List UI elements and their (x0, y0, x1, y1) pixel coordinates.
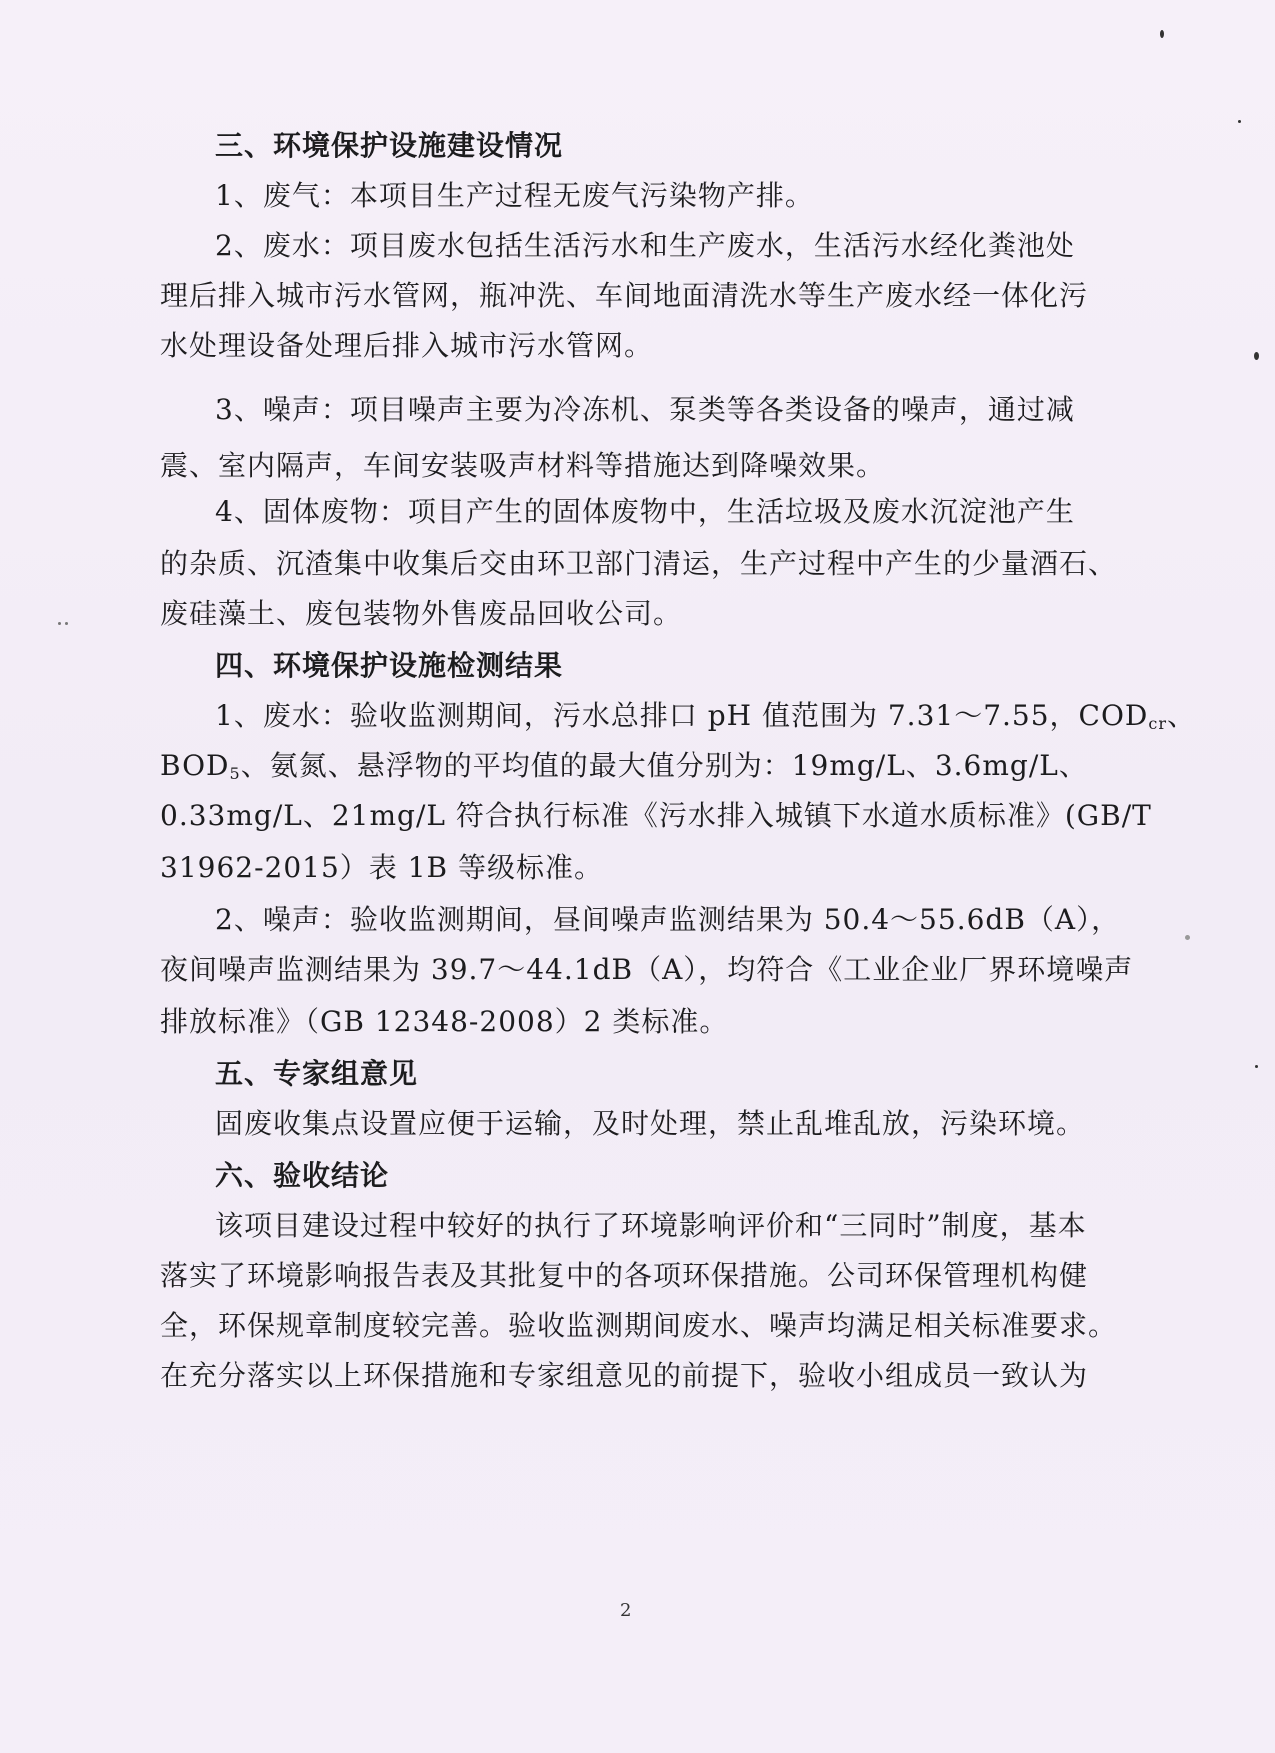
paragraph-line: 31962-2015）表 1B 等级标准。 (160, 851, 603, 884)
subscript: 5 (229, 764, 241, 783)
text-span: 、 (1167, 699, 1197, 732)
paragraph-line: 夜间噪声监测结果为 39.7～44.1dB（A），均符合《工业企业厂界环境噪声 (160, 953, 1134, 986)
paragraph-line: 在充分落实以上环保措施和专家组意见的前提下，验收小组成员一致认为 (160, 1359, 1089, 1392)
paragraph-line: 2、噪声：验收监测期间，昼间噪声监测结果为 50.4～55.6dB（A）， (215, 903, 1121, 936)
text-span: 、氨氮、悬浮物的平均值的最大值分别为：19mg/L、3.6mg/L、 (240, 749, 1088, 782)
section-5-heading: 五、专家组意见 (215, 1057, 419, 1090)
paragraph-line: 水处理设备处理后排入城市污水管网。 (160, 329, 654, 362)
paragraph-line: 震、室内隔声，车间安装吸声材料等措施达到降噪效果。 (160, 449, 886, 482)
scan-speck (1185, 935, 1190, 940)
paragraph-line (215, 696, 1196, 744)
paragraph-line: 落实了环境影响报告表及其批复中的各项环保措施。公司环保管理机构健 (160, 1259, 1089, 1292)
text-span: BOD (160, 749, 230, 782)
section-3-heading: 三、环境保护设施建设情况 (215, 129, 564, 162)
paragraph-line: 2、废水：项目废水包括生活污水和生产废水，生活污水经化粪池处 (215, 229, 1075, 262)
paragraph-line: 该项目建设过程中较好的执行了环境影响评价和“三同时”制度，基本 (215, 1209, 1087, 1242)
paragraph-line: 3、噪声：项目噪声主要为冷冻机、泵类等各类设备的噪声，通过减 (215, 393, 1075, 426)
section-6-heading: 六、验收结论 (215, 1159, 390, 1192)
paragraph-line (160, 746, 1088, 794)
scan-speck (1160, 30, 1164, 38)
text-span: 1、废水：验收监测期间，污水总排口 pH 值范围为 7.31～7.55，COD (215, 699, 1149, 732)
paragraph-line: 理后排入城市污水管网，瓶冲洗、车间地面清洗水等生产废水经一体化污 (160, 279, 1089, 312)
paragraph-line: 的杂质、沉渣集中收集后交由环卫部门清运，生产过程中产生的少量酒石、 (160, 547, 1118, 580)
paragraph-line: 排放标准》（GB 12348-2008）2 类标准。 (160, 1005, 729, 1038)
subscript: cr (1148, 714, 1167, 733)
paragraph-line: 全，环保规章制度较完善。验收监测期间废水、噪声均满足相关标准要求。 (160, 1309, 1118, 1342)
scan-speck (1254, 352, 1259, 360)
section-4-heading: 四、环境保护设施检测结果 (215, 649, 564, 682)
paragraph-line: 固废收集点设置应便于运输，及时处理，禁止乱堆乱放，污染环境。 (215, 1107, 1086, 1140)
page-number: 2 (620, 1600, 632, 1621)
paragraph-line: 1、废气：本项目生产过程无废气污染物产排。 (215, 179, 814, 212)
paragraph-line: 0.33mg/L、21mg/L 符合执行标准《污水排入城镇下水道水质标准》(GB/T (160, 799, 1152, 832)
scan-speck (1255, 1065, 1258, 1068)
paragraph-line: 4、固体废物：项目产生的固体废物中，生活垃圾及废水沉淀池产生 (215, 495, 1075, 528)
scan-speck (65, 622, 68, 625)
paragraph-line: 废硅藻土、废包装物外售废品回收公司。 (160, 597, 683, 630)
scan-speck (1238, 120, 1241, 123)
scan-speck (58, 622, 61, 625)
